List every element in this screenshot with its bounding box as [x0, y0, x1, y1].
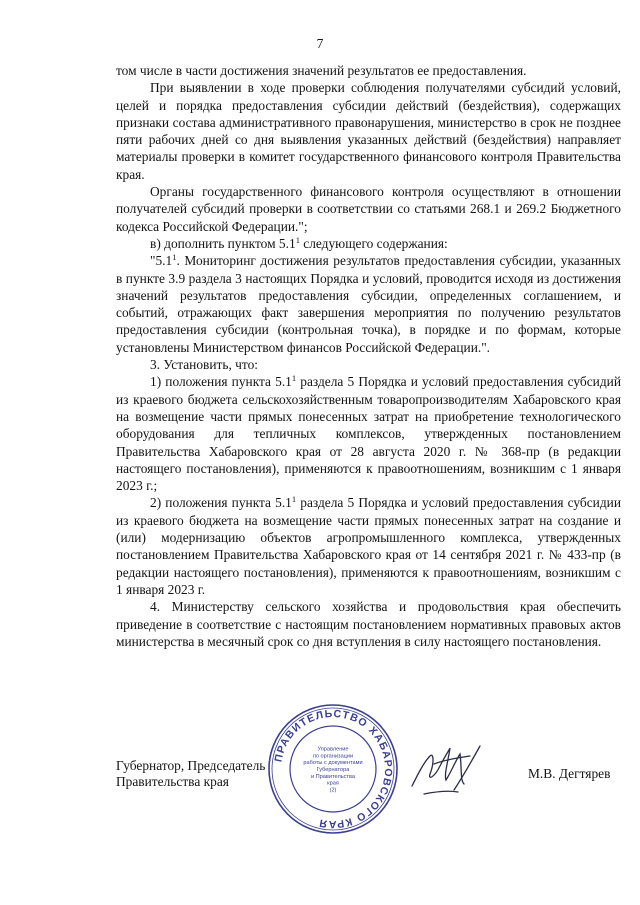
paragraph	[116, 62, 621, 79]
official-seal	[266, 702, 400, 836]
seal-ring-text: ПРАВИТЕЛЬСТВО ХАБАРОВСКОГО КРАЯ	[272, 707, 395, 831]
seal-center-line: Губернатора	[316, 767, 350, 773]
paragraph-text: в) дополнить пунктом 5.1	[150, 235, 296, 251]
superscript: 1	[172, 252, 177, 263]
paragraph-text: 3. Установить, что:	[150, 357, 258, 373]
signatory-position	[116, 758, 265, 790]
paragraph-text: следующего содержания:	[299, 235, 448, 251]
seal-center-line: края	[327, 780, 339, 787]
paragraph-text: "5.1	[150, 253, 173, 269]
superscript: 1	[291, 494, 297, 505]
handwritten-signature	[404, 734, 488, 800]
paragraph	[116, 183, 621, 235]
seal-center-line: работы с документами	[303, 760, 363, 767]
page-number: 7	[316, 36, 324, 51]
paragraph	[116, 356, 621, 373]
paragraph-text: 1) положения пункта 5.1	[150, 374, 292, 390]
signatory-name: М.В. Дегтярев	[528, 766, 611, 781]
seal-center-line: и Правительства	[311, 773, 355, 780]
document-body	[116, 62, 621, 650]
paragraph-text: Органы государственного финансового контроля осуществляют в отношении получателей субсидий проверки в соответствии со статьями 268.1 и 269.2 Бюджетного кодекса Российской Федерации.";	[116, 184, 621, 234]
paragraph-text: . Мониторинг достижения результатов предоставления субсидии, указанных в пункте 3.9 раздела 3 настоящих Порядка и условий, проводится исходя из достижения значений результатов предоставления субсидии, определенных соглашением, и событий, отражающих факт завершения мероприятия по получению результатов предоставления субсидии (контрольная точка), в порядке и по формам, которые установлены Министерством финансов Российской Федерации.".	[116, 253, 621, 355]
superscript: 1	[291, 373, 297, 384]
paragraph	[116, 235, 621, 252]
superscript: 1	[295, 234, 300, 245]
paragraph	[116, 373, 621, 494]
signatory-position-line2: Правительства края	[116, 774, 229, 789]
paragraph-text: 4. Министерству сельского хозяйства и продовольствия края обеспечить приведение в соответствие с настоящим постановлением нормативных правовых актов министерства в месячный срок со дня вступления в силу настоящего постановления.	[116, 599, 621, 649]
seal-center-line: по организации	[312, 753, 354, 760]
paragraph	[116, 598, 621, 650]
paragraph-text: том числе в части достижения значений результатов ее предоставления.	[116, 63, 527, 78]
paragraph-text: раздела 5 Порядка и условий предоставления субсидий из краевого бюджета сельскохозяйственным товаропроизводителям Хабаровского края на возмещение части прямых понесенных затрат на приобретение технологического оборудования для тепличных комплексов, утвержденных постановлением Правительства Хабаровского края от 28 августа 2020 г. № 368-пр (в редакции настоящего постановления), применяются к правоотношениям, возникшим с 1 января 2023 г.;	[116, 374, 621, 494]
paragraph	[116, 252, 621, 356]
seal-center-line: Управление	[317, 746, 349, 753]
paragraph-text: При выявлении в ходе проверки соблюдения получателями субсидий условий, целей и порядка предоставления субсидии действий (бездействия), содержащих признаки состава административного правонарушения, министерство в срок не позднее пяти рабочих дней со дня выявления указанных действий (бездействия) направляет материалы проверки в комитет государственного финансового контроля Правительства края.	[116, 80, 621, 182]
signatory-position-line1: Губернатор, Председатель	[116, 758, 266, 773]
seal-center-line: (2)	[329, 787, 337, 794]
paragraph-text: раздела 5 Порядка и условий предоставления субсидии из краевого бюджета на возмещение части прямых понесенных затрат на создание и (или) модернизацию объектов агропромышленного комплекса, утвержденных постановлением Правительства Хабаровского края от 14 сентября 2021 г. № 433-пр (в редакции настоящего постановления), применяются к правоотношениям, возникшим с 1 января 2023 г.	[116, 495, 621, 597]
paragraph	[116, 79, 621, 183]
paragraph	[116, 494, 621, 598]
paragraph-text: 2) положения пункта 5.1	[150, 495, 292, 511]
